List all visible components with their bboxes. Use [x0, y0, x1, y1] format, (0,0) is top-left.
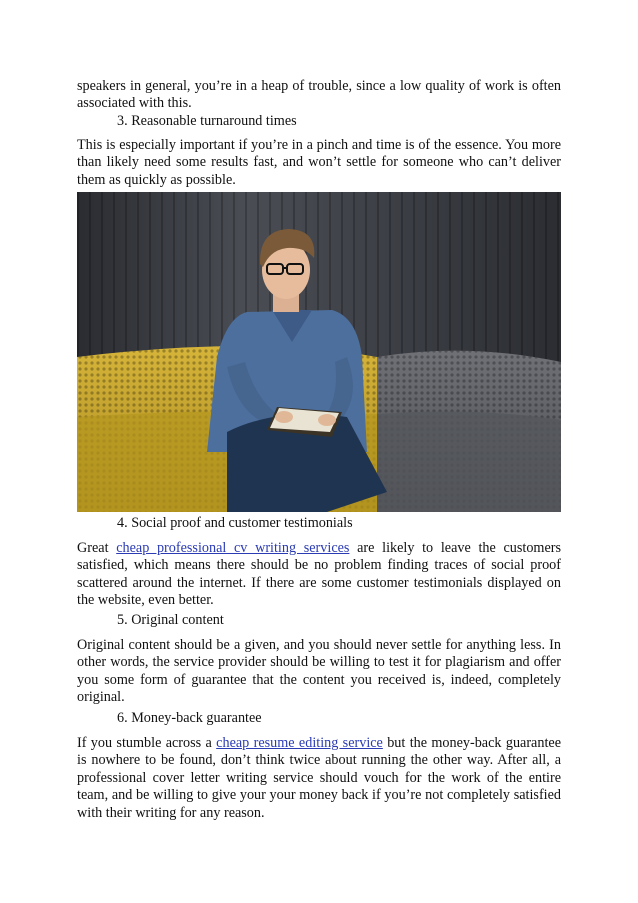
link-cv-writing-services[interactable]: cheap professional cv writing services — [116, 540, 350, 556]
heading-social-proof: 4. Social proof and customer testimonials — [117, 515, 353, 531]
link-resume-editing-service[interactable]: cheap resume editing service — [216, 735, 383, 751]
photo-illustration — [77, 192, 561, 512]
heading-original-content: 5. Original content — [117, 612, 224, 628]
heading-turnaround: 3. Reasonable turnaround times — [117, 113, 297, 129]
paragraph-text: are likely to leave the customers satisfied, which means there should be no problem finding traces of social proof scattered around the internet. If there are some customer testimonials displayed on the website, even better. — [77, 540, 561, 609]
paragraph-turnaround: This is especially important if you’re in a pinch and time is of the essence. You more than likely need some results fast, and won’t settle for someone who can’t deliver them as quickly as possible. — [77, 137, 561, 188]
paragraph-text: Great — [77, 540, 117, 556]
paragraph-text: but the money-back guarantee is nowhere to be found, don’t think twice about running the other way. After all, a professional cover letter writing service should vouch for the work of the entire team, and be willing to give your your money back if you’re not completely satisfied with their writing for any reason. — [77, 735, 561, 821]
paragraph-original-content: Original content should be a given, and you should never settle for anything less. In other words, the service provider should be willing to test it for plagiarism and offer you some form of guarantee that the content you received is, indeed, completely original. — [77, 637, 561, 706]
intro-paragraph: speakers in general, you’re in a heap of trouble, since a low quality of work is often associated with this. — [77, 78, 561, 112]
paragraph-social-proof — [77, 540, 561, 610]
paragraph-money-back — [77, 735, 561, 822]
paragraph-text: If you stumble across a — [77, 735, 217, 751]
photo-man-writing — [77, 192, 561, 512]
heading-money-back: 6. Money-back guarantee — [117, 710, 262, 726]
